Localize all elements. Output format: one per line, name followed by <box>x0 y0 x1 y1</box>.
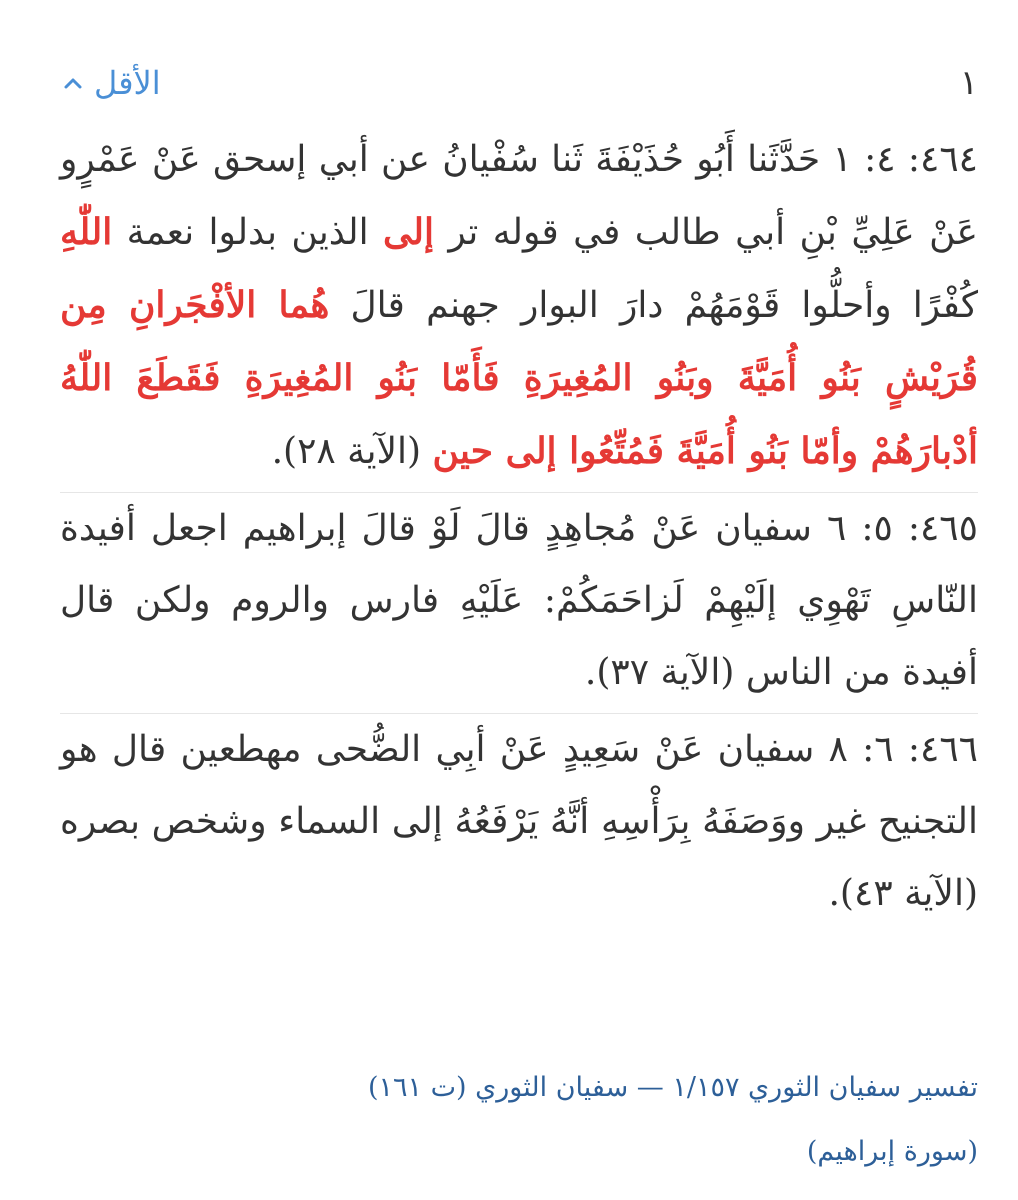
entry-466: ٤٦٦: ٦: ٨ سفيان عَنْ سَعِيدٍ عَنْ أبِي الضُّحى مهطعين قال هو التجنيح غير ووَصَفَهُ بِرَأْسِهِ أنَّهُ يَرْفَعُهُ إلى السماء وشخص بصره (الآية ٤٣). <box>60 729 979 914</box>
hadith-content <box>60 124 978 934</box>
entry-464-highlight-1: إلى <box>383 211 435 253</box>
source-citation[interactable] <box>60 1056 978 1184</box>
chevron-up-icon <box>62 72 84 94</box>
entry-464-highlight-2: اللّٰهِ <box>60 211 113 253</box>
collapse-button[interactable] <box>62 64 161 102</box>
collapse-label: الأقل <box>94 64 161 102</box>
entry-464-text-3: كُفْرًا وأحلُّوا قَوْمَهُمْ دارَ البوار جهنم قالَ <box>329 285 978 326</box>
source-surah-line[interactable]: (سورة إبراهيم) <box>806 1136 978 1167</box>
entry-465: ٤٦٥: ٥: ٦ سفيان عَنْ مُجاهِدٍ قالَ لَوْ قالَ إبراهيم اجعل أفيدة النّاسِ تَهْوِي إلَيْهِمْ لَزاحَمَكُمْ: عَلَيْهِ فارس والروم ولكن قال أفيدة من الناس (الآية ٣٧). <box>60 493 978 714</box>
entry-464-text-1: ٤٦٤: ٤: ١ حَدَّثَنا أَبُو حُذَيْفَةَ ثَنا سُفْيانُ عن أبي إسحق عَنْ عَمْرٍو عَنْ عَلِيِّ بْنِ أبي طالب في قوله تر <box>60 139 978 253</box>
page-header <box>62 58 978 108</box>
source-book-line[interactable]: تفسير سفيان الثوري ١/١٥٧ — سفيان الثوري (ت ١٦١) <box>367 1072 978 1103</box>
entry-464-text-2: الذين بدلوا نعمة <box>112 212 384 253</box>
entry-464-text-4: (الآية ٢٨). <box>271 431 433 472</box>
entry-464-highlight-3: هُما الأفْجَرانِ مِن قُرَيْشٍ بَنُو أُمَيَّةَ وبَنُو المُغِيرَةِ فَأَمّا بَنُو المُغِيرَةِ فَقَطَعَ اللّٰهُ أدْبارَهُمْ وأمّا بَنُو أُمَيَّةَ فَمُتِّعُوا إلى حين <box>60 284 978 472</box>
entry-464 <box>60 124 978 493</box>
page-number: ١ <box>959 63 978 103</box>
